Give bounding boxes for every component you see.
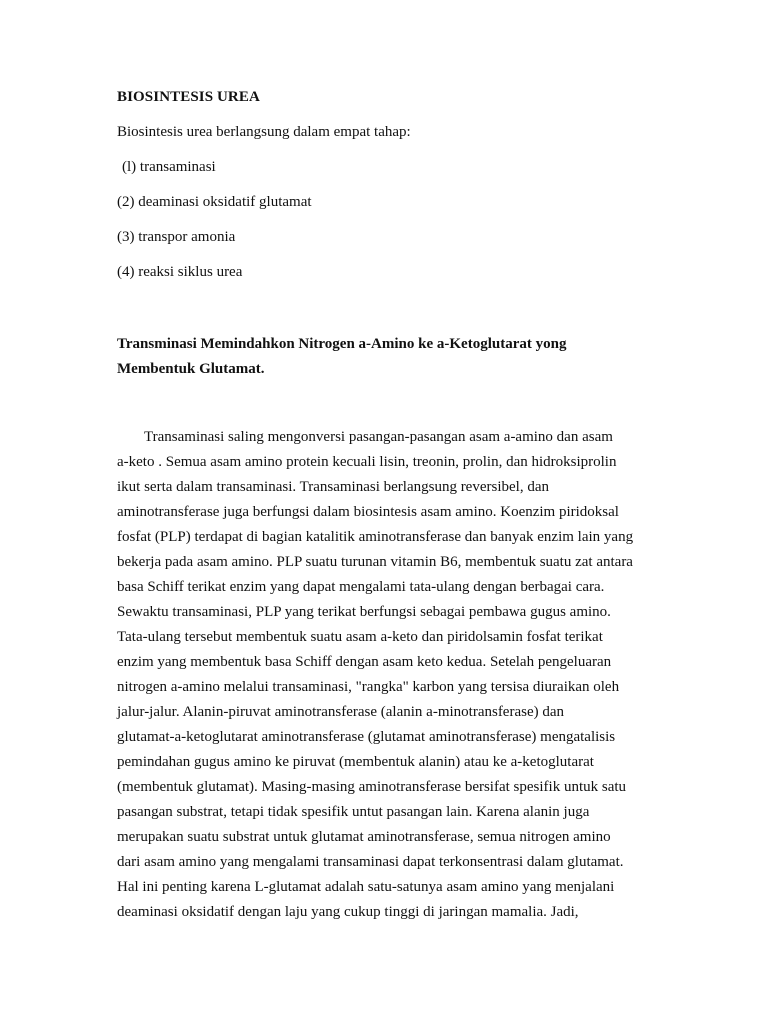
paragraph-line: Sewaktu transaminasi, PLP yang terikat berfungsi sebagai pembawa gugus amino. xyxy=(117,604,611,620)
paragraph-line: dari asam amino yang mengalami transaminasi dapat terkonsentrasi dalam glutamat. xyxy=(117,854,624,870)
paragraph-line: bekerja pada asam amino. PLP suatu turunan vitamin B6, membentuk suatu zat antara xyxy=(117,554,633,570)
step-item-4: (4) reaksi siklus urea xyxy=(117,264,243,280)
step-item-1: (l) transaminasi xyxy=(122,159,216,175)
paragraph-line: fosfat (PLP) terdapat di bagian katalitik aminotransferase dan banyak enzim lain yang xyxy=(117,529,634,545)
section-heading-line-2: Membentuk Glutamat. xyxy=(117,361,265,377)
section-heading xyxy=(117,332,647,382)
step-item-3: (3) transpor amonia xyxy=(117,229,236,245)
paragraph-line: nitrogen a-amino melalui transaminasi, "rangka" karbon yang tersisa diuraikan oleh xyxy=(117,679,620,695)
paragraph-line: Transaminasi saling mengonversi pasangan-pasangan asam a-amino dan asam xyxy=(144,429,613,445)
paragraph-line: aminotransferase juga berfungsi dalam biosintesis asam amino. Koenzim piridoksal xyxy=(117,504,619,520)
paragraph-line: pasangan substrat, tetapi tidak spesifik untut pasangan lain. Karena alanin juga xyxy=(117,804,590,820)
paragraph-line: ikut serta dalam transaminasi. Transaminasi berlangsung reversibel, dan xyxy=(117,479,549,495)
paragraph-line: Tata-ulang tersebut membentuk suatu asam a-keto dan piridolsamin fosfat terikat xyxy=(117,629,603,645)
intro-text: Biosintesis urea berlangsung dalam empat tahap: xyxy=(117,124,411,140)
paragraph-line: a-keto . Semua asam amino protein kecuali lisin, treonin, prolin, dan hidroksiprolin xyxy=(117,454,617,470)
section-heading-line-1: Transminasi Memindahkon Nitrogen a-Amino ke a-Ketoglutarat yong xyxy=(117,336,567,352)
paragraph-line: pemindahan gugus amino ke piruvat (membentuk alanin) atau ke a-ketoglutarat xyxy=(117,754,594,770)
paragraph-line: basa Schiff terikat enzim yang dapat mengalami tata-ulang dengan berbagai cara. xyxy=(117,579,605,595)
document-title: BIOSINTESIS UREA xyxy=(117,89,260,105)
step-item-2: (2) deaminasi oksidatif glutamat xyxy=(117,194,312,210)
paragraph-line: Hal ini penting karena L-glutamat adalah satu-satunya asam amino yang menjalani xyxy=(117,879,615,895)
paragraph-line: glutamat-a-ketoglutarat aminotransferase (glutamat aminotransferase) mengatalisis xyxy=(117,729,616,745)
paragraph-line: (membentuk glutamat). Masing-masing aminotransferase bersifat spesifik untuk satu xyxy=(117,779,627,795)
paragraph-line: enzim yang membentuk basa Schiff dengan asam keto kedua. Setelah pengeluaran xyxy=(117,654,612,670)
paragraph-line: deaminasi oksidatif dengan laju yang cukup tinggi di jaringan mamalia. Jadi, xyxy=(117,904,579,920)
paragraph-line: jalur-jalur. Alanin-piruvat aminotransferase (alanin a-minotransferase) dan xyxy=(117,704,565,720)
body-paragraph xyxy=(117,425,637,925)
paragraph-line: merupakan suatu substrat untuk glutamat aminotransferase, semua nitrogen amino xyxy=(117,829,611,845)
